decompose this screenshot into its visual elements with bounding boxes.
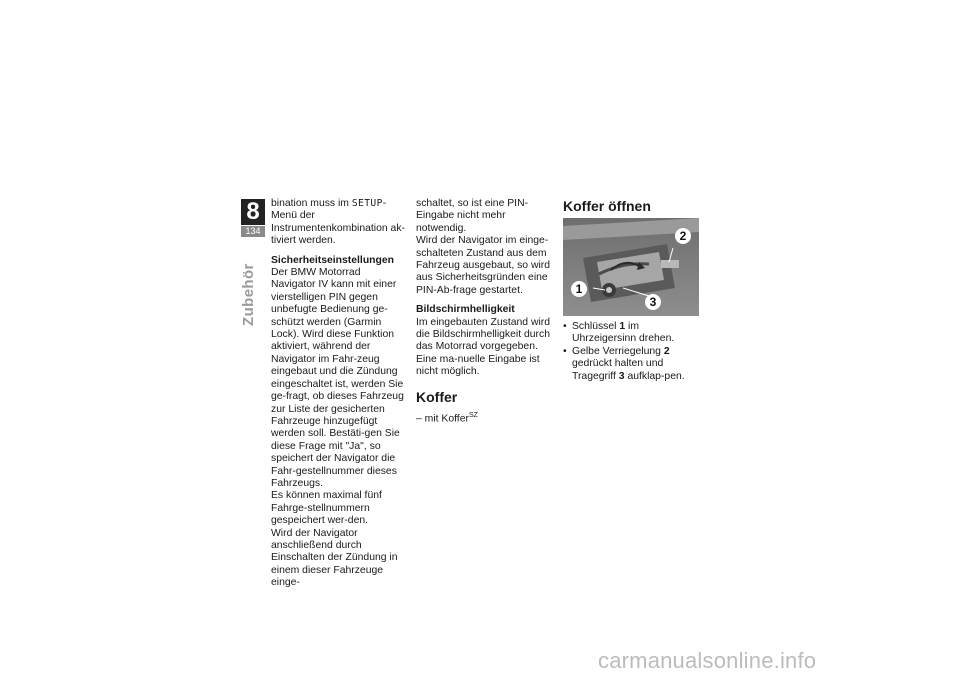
intro-paragraph: bination muss im SETUP-Menü der Instrumentenkombination ak-tiviert werden. xyxy=(271,198,405,247)
list-item: • Gelbe Verriegelung 2 gedrückt halten und Tragegriff 3 aufklap-pen. xyxy=(563,346,703,383)
column-2 xyxy=(416,198,552,426)
security-paragraph: Der BMW Motorrad Navigator IV kann mit einer vierstelligen PIN gegen unbefugte Bedienung ge-schützt werden (Garmin Lock). Wird diese Funktion aktiviert, während der Navigator im Fahr-zeug eingebaut und die Zündung eingeschaltet ist, werden Sie ge-fragt, ob dieses Fahrzeug zur Liste der gesicherten Fahrzeuge hinzugefügt werden soll. Bestäti-gen Sie diese Frage mit "Ja", so speichert der Navigator die Fahr-gestellnummer dieses Fahrzeugs. xyxy=(271,267,404,489)
case-photo xyxy=(563,218,699,316)
watermark: carmanualsonline.info xyxy=(598,648,817,673)
open-case-heading: Koffer öffnen xyxy=(563,198,651,214)
instruction-list xyxy=(563,321,703,383)
setup-code: SETUP xyxy=(351,198,383,209)
brightness-paragraph: Im eingebauten Zustand wird die Bildschirmhelligkeit durch das Motorrad vorgegeben. Eine ma-nuelle Eingabe ist nicht möglich. xyxy=(416,316,551,378)
page-number: 134 xyxy=(241,226,265,237)
list-item: • Schlüssel 1 im Uhrzeigersinn drehen. xyxy=(563,321,703,346)
continuation-paragraph: schaltet, so ist eine PIN-Eingabe nicht mehr notwendig. xyxy=(416,198,529,234)
koffer-heading: Koffer xyxy=(416,388,458,405)
section-label: Zubehör xyxy=(240,263,257,326)
max-paragraph: Es können maximal fünf Fahrge-stellnummern gespeichert wer-den. xyxy=(271,490,382,527)
removed-paragraph: Wird der Navigator anschließend durch Einschalten der Zündung in einem dieser Fahrzeuge einge- xyxy=(271,527,398,589)
chapter-number: 8 xyxy=(241,199,265,225)
sz-superscript: SZ xyxy=(468,411,478,419)
pin-paragraph: Wird der Navigator im einge-schalteten Zustand aus dem Fahrzeug ausgebaut, so wird aus Sicherheitsgründen eine PIN-Ab-frage gestartet. xyxy=(416,235,551,296)
column-1 xyxy=(271,198,407,590)
koffer-line: – mit Koffer$^{SZ}$ xyxy=(416,411,478,425)
callout-2: 2 xyxy=(675,228,691,244)
security-heading: Sicherheitseinstellungen xyxy=(271,254,394,266)
callout-1: 1 xyxy=(571,281,587,297)
column-3 xyxy=(563,198,703,383)
brightness-heading: Bildschirmhelligkeit xyxy=(416,304,515,316)
callout-3: 3 xyxy=(645,294,661,310)
